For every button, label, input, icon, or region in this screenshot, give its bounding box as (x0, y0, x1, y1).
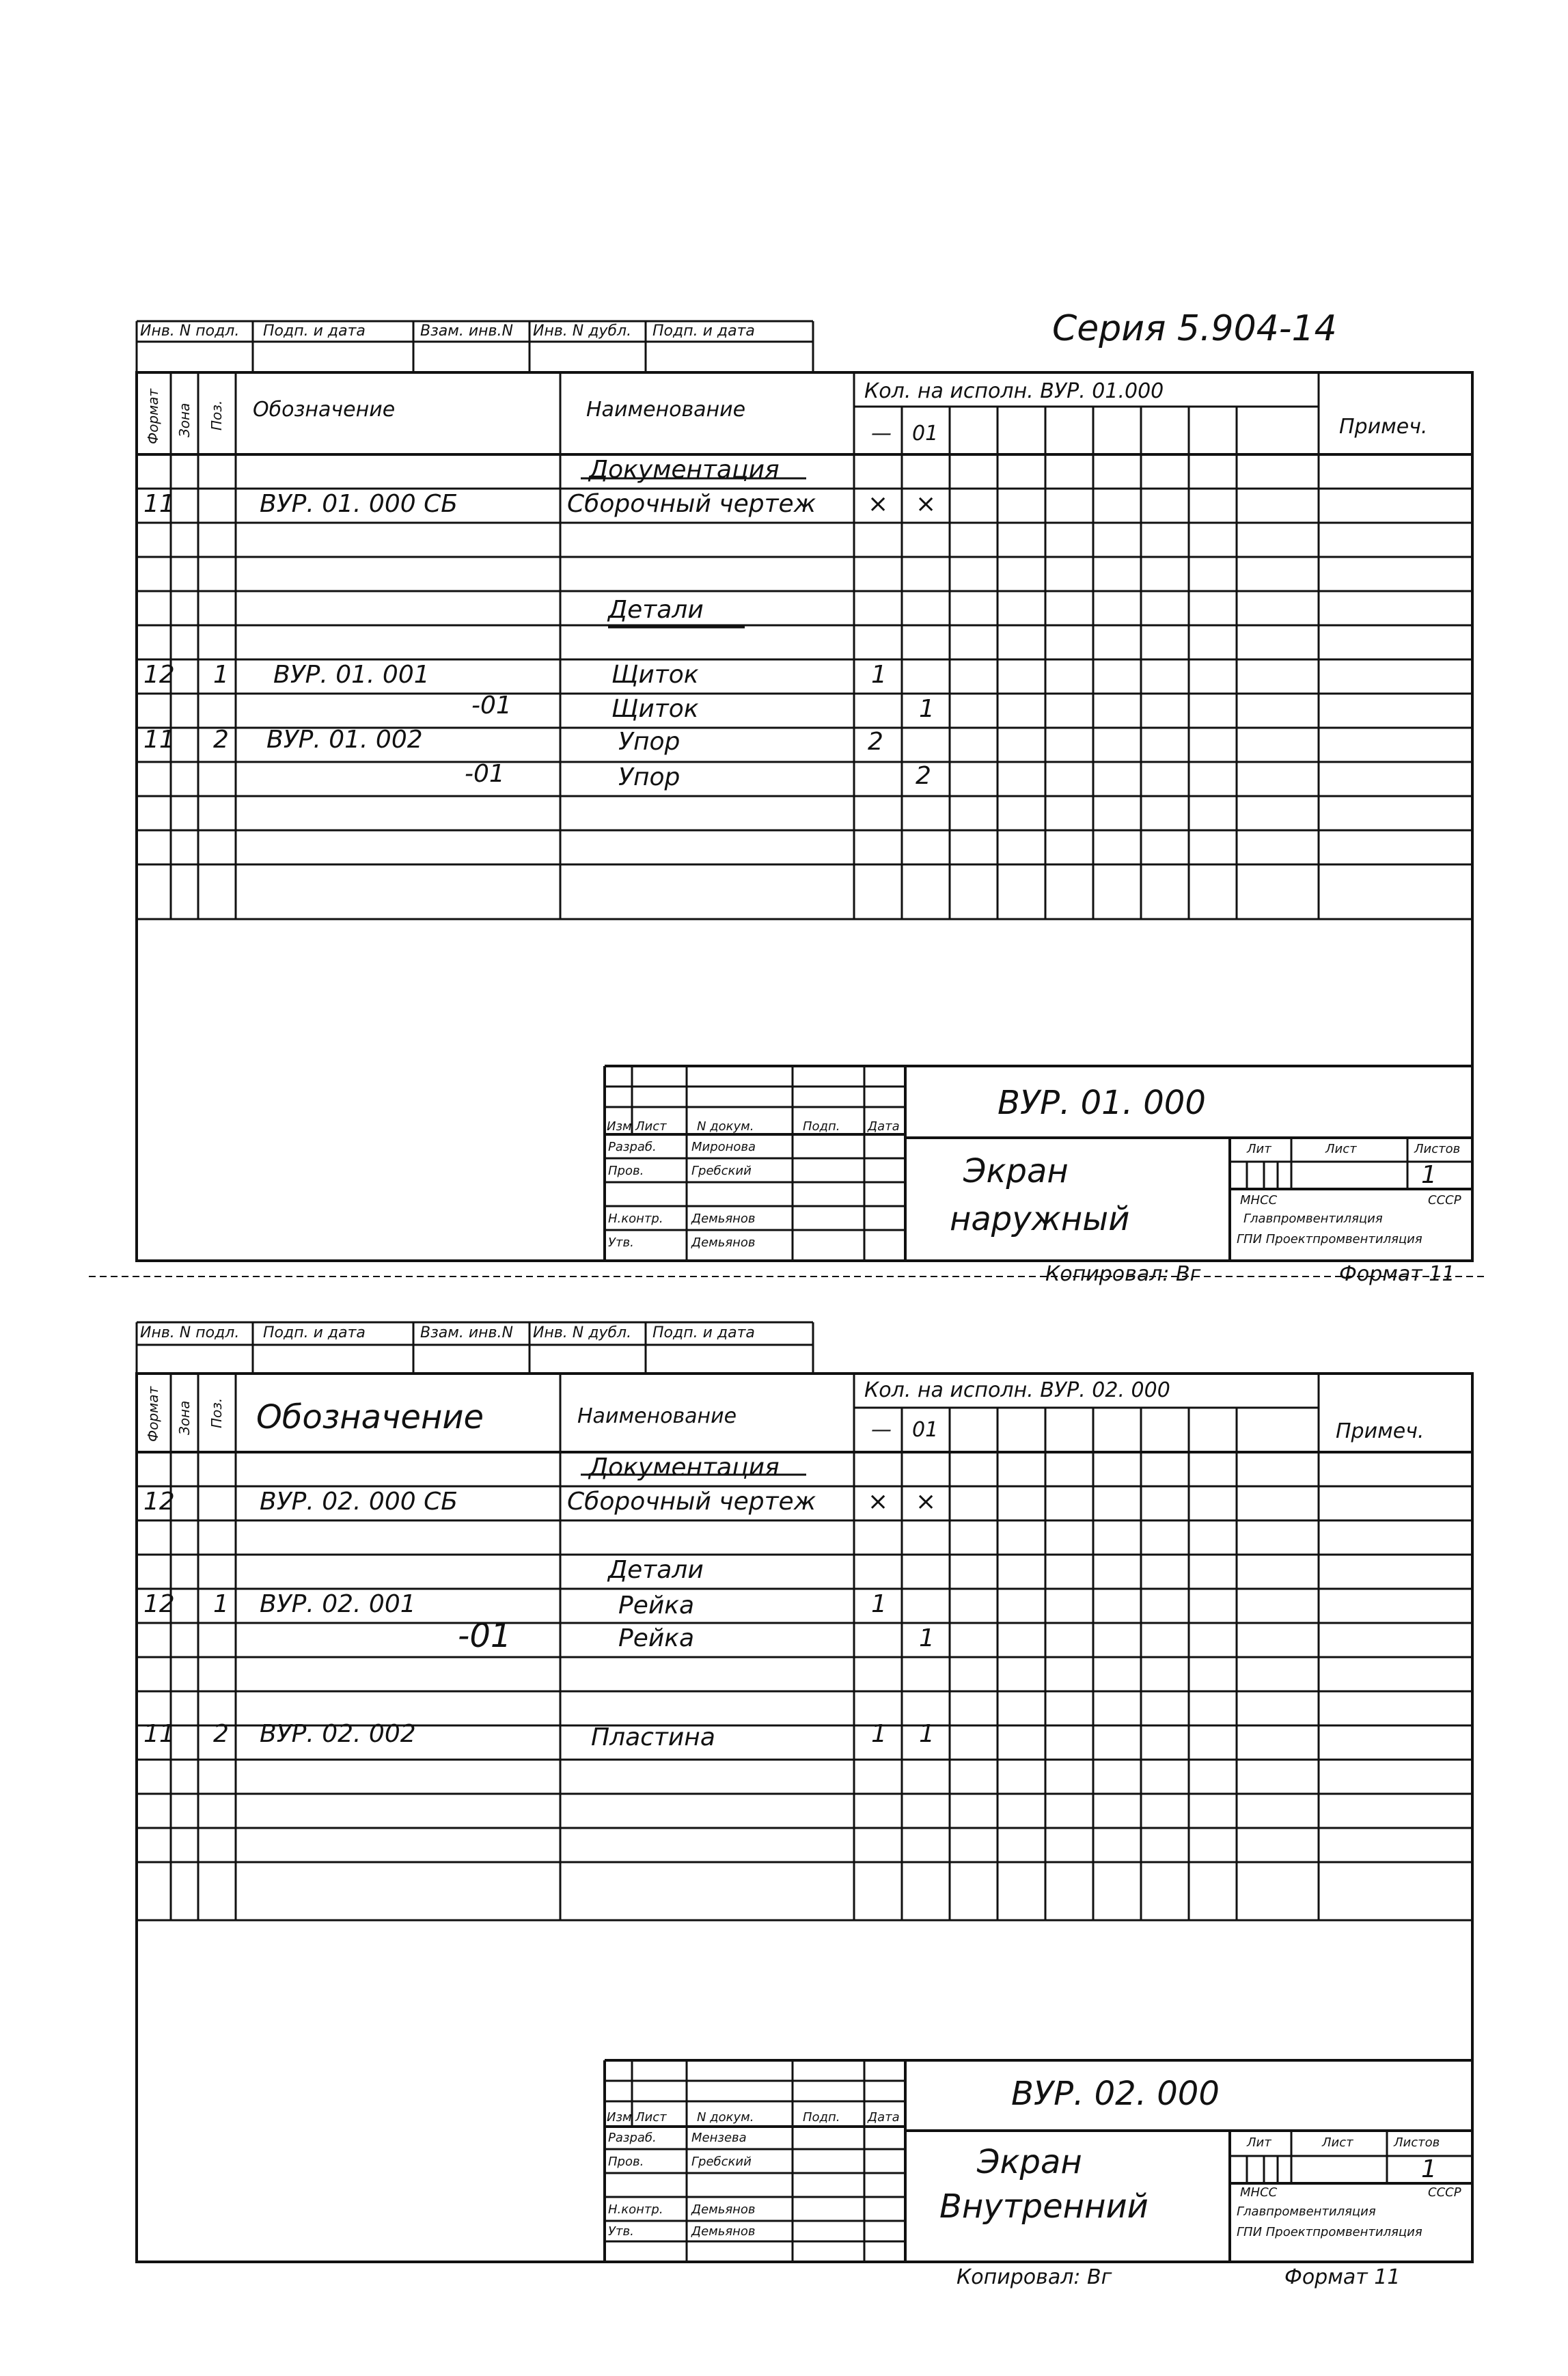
tb-org2: СССР (1428, 2185, 1461, 2200)
tb-role-nkontr: Н.контр. (608, 2202, 663, 2217)
row-name: Документация (589, 456, 780, 484)
doc-title-line1: Экран (977, 2143, 1082, 2181)
stamp-podp-data-2: Подп. и дата (652, 1324, 755, 1341)
header-pos: Поз. (208, 400, 225, 431)
row-fmt: 11 (143, 1720, 175, 1748)
doc-title-line2: наружный (950, 1200, 1130, 1238)
header-format: Формат (145, 388, 161, 444)
tb-org1: МНСС (1240, 2185, 1278, 2200)
header-name: Наименование (577, 1404, 737, 1428)
tb-org4: ГПИ Проектпромвентиляция (1237, 1232, 1422, 1246)
tb-role-utv: Утв. (608, 1235, 634, 1250)
row-designation: ВУР. 02. 000 СБ (260, 1488, 458, 1516)
row-qty-b: 1 (919, 1624, 935, 1652)
header-zone: Зона (176, 1400, 193, 1435)
row-qty-a: 1 (871, 1590, 887, 1618)
row-qty-a: × (868, 490, 889, 518)
stamp-inv-podl: Инв. N подл. (140, 323, 240, 340)
header-note: Примеч. (1336, 1419, 1425, 1443)
tb-listov: Листов (1414, 1142, 1461, 1156)
stamp-podp-data: Подп. и дата (263, 323, 366, 340)
tb-org3: Главпромвентиляция (1237, 2204, 1376, 2219)
tb-name-razrab: Миронова (691, 1140, 756, 1154)
tb-col-ndok: N докум. (697, 1119, 754, 1134)
header-designation: Обозначение (256, 1398, 484, 1436)
row-qty-b: 1 (919, 695, 935, 723)
tb-col-podp: Подп. (803, 2110, 840, 2125)
header-pos: Поз. (208, 1397, 225, 1428)
tb-name-utv: Демьянов (691, 1235, 756, 1250)
series-label: Серия 5.904-14 (1052, 308, 1337, 349)
tb-col-data: Дата (868, 2110, 900, 2125)
row-qty-a: 1 (871, 661, 887, 689)
header-zone: Зона (176, 402, 193, 437)
tb-listov-value: 1 (1421, 1161, 1437, 1189)
header-name: Наименование (586, 398, 746, 422)
row-designation: ВУР. 02. 001 (260, 1590, 416, 1618)
tb-lit: Лит (1247, 1142, 1271, 1156)
row-name: Упор (618, 763, 680, 791)
header-qty-a: — (871, 1418, 892, 1442)
stamp-inv-podl: Инв. N подл. (140, 1324, 240, 1341)
row-qty-b: × (916, 490, 937, 518)
tb-org2: СССР (1428, 1193, 1461, 1207)
tb-col-podp: Подп. (803, 1119, 840, 1134)
row-designation: ВУР. 02. 002 (260, 1720, 416, 1748)
row-name: Сборочный чертеж (567, 490, 816, 518)
stamp-podp-data: Подп. и дата (263, 1324, 366, 1341)
tb-name-nkontr: Демьянов (691, 2202, 756, 2217)
row-qty-a: 2 (868, 728, 883, 756)
row-pos: 2 (213, 1720, 229, 1748)
row-designation: -01 (458, 1617, 512, 1655)
stamp-vzam-inv: Взам. инв.N (420, 323, 513, 340)
tb-list: Лист (1325, 1142, 1357, 1156)
doc-title-line1: Экран (963, 1152, 1069, 1190)
header-qty-title: Кол. на исполн. ВУР. 02. 000 (864, 1378, 1170, 1402)
tb-listov: Листов (1394, 2135, 1440, 2150)
row-name: Упор (618, 728, 680, 756)
row-name: Детали (608, 596, 704, 624)
stamp-inv-dubl: Инв. N дубл. (533, 1324, 632, 1341)
row-fmt: 11 (143, 726, 175, 754)
row-designation: -01 (471, 692, 512, 720)
tb-col-data: Дата (868, 1119, 900, 1134)
tb-role-utv: Утв. (608, 2224, 634, 2239)
row-fmt: 12 (143, 1590, 175, 1618)
stamp-inv-dubl: Инв. N дубл. (533, 323, 632, 340)
tb-role-prov: Пров. (608, 2155, 644, 2169)
tb-org4: ГПИ Проектпромвентиляция (1237, 2225, 1422, 2239)
stamp-podp-data-2: Подп. и дата (652, 323, 755, 340)
tb-role-nkontr: Н.контр. (608, 1212, 663, 1226)
tb-role-prov: Пров. (608, 1164, 644, 1178)
tb-listov-value: 1 (1421, 2155, 1437, 2183)
tb-role-razrab: Разраб. (608, 1140, 657, 1154)
header-qty-title: Кол. на исполн. ВУР. 01.000 (864, 379, 1164, 403)
row-designation: ВУР. 01. 002 (266, 726, 423, 754)
header-qty-a: — (871, 422, 892, 446)
tb-org1: МНСС (1240, 1193, 1278, 1207)
row-name: Документация (589, 1453, 780, 1481)
tb-col-izm: Изм (607, 1119, 632, 1134)
row-name: Рейка (618, 1624, 695, 1652)
tb-name-utv: Демьянов (691, 2224, 756, 2239)
format-label: Формат 11 (1284, 2265, 1401, 2289)
header-format: Формат (145, 1386, 161, 1442)
row-name: Щиток (611, 661, 699, 689)
row-pos: 1 (213, 661, 229, 689)
tb-col-izm: Изм (607, 2110, 632, 2125)
tb-org3: Главпромвентиляция (1243, 1212, 1383, 1226)
row-fmt: 11 (143, 490, 175, 518)
row-qty-a: × (868, 1488, 889, 1516)
row-qty-b: 1 (919, 1720, 935, 1748)
stamp-vzam-inv: Взам. инв.N (420, 1324, 513, 1341)
tb-col-list: Лист (635, 1119, 667, 1134)
row-fmt: 12 (143, 661, 175, 689)
row-qty-b: × (916, 1488, 937, 1516)
row-qty-a: 1 (871, 1720, 887, 1748)
tb-lit: Лит (1247, 2135, 1271, 2150)
header-qty-b: 01 (912, 422, 939, 446)
tb-col-ndok: N докум. (697, 2110, 754, 2125)
row-name: Щиток (611, 695, 699, 723)
tb-role-razrab: Разраб. (608, 2131, 657, 2145)
row-fmt: 12 (143, 1488, 175, 1516)
tb-col-list: Лист (635, 2110, 667, 2125)
tb-name-razrab: Мензева (691, 2131, 747, 2145)
header-note: Примеч. (1339, 415, 1428, 439)
row-pos: 1 (213, 1590, 229, 1618)
tb-name-prov: Гребский (691, 2155, 752, 2169)
tb-list: Лист (1322, 2135, 1353, 2150)
format-label: Формат 11 (1339, 1262, 1455, 1286)
copied-by: Копировал: Вг (1045, 1262, 1201, 1286)
header-designation: Обозначение (253, 398, 396, 422)
tb-name-prov: Гребский (691, 1164, 752, 1178)
tb-name-nkontr: Демьянов (691, 1212, 756, 1226)
row-name: Рейка (618, 1592, 695, 1620)
row-designation: -01 (465, 760, 505, 788)
row-qty-b: 2 (916, 762, 931, 790)
row-designation: ВУР. 01. 001 (273, 661, 430, 689)
row-name: Пластина (591, 1723, 715, 1751)
copied-by: Копировал: Вг (957, 2265, 1112, 2289)
doc-code: ВУР. 01. 000 (998, 1084, 1206, 1122)
header-qty-b: 01 (912, 1418, 939, 1442)
doc-title-line2: Внутренний (939, 2187, 1149, 2226)
row-pos: 2 (213, 726, 229, 754)
doc-code: ВУР. 02. 000 (1011, 2075, 1220, 2113)
row-name: Детали (608, 1556, 704, 1584)
row-designation: ВУР. 01. 000 СБ (260, 490, 458, 518)
row-name: Сборочный чертеж (567, 1488, 816, 1516)
